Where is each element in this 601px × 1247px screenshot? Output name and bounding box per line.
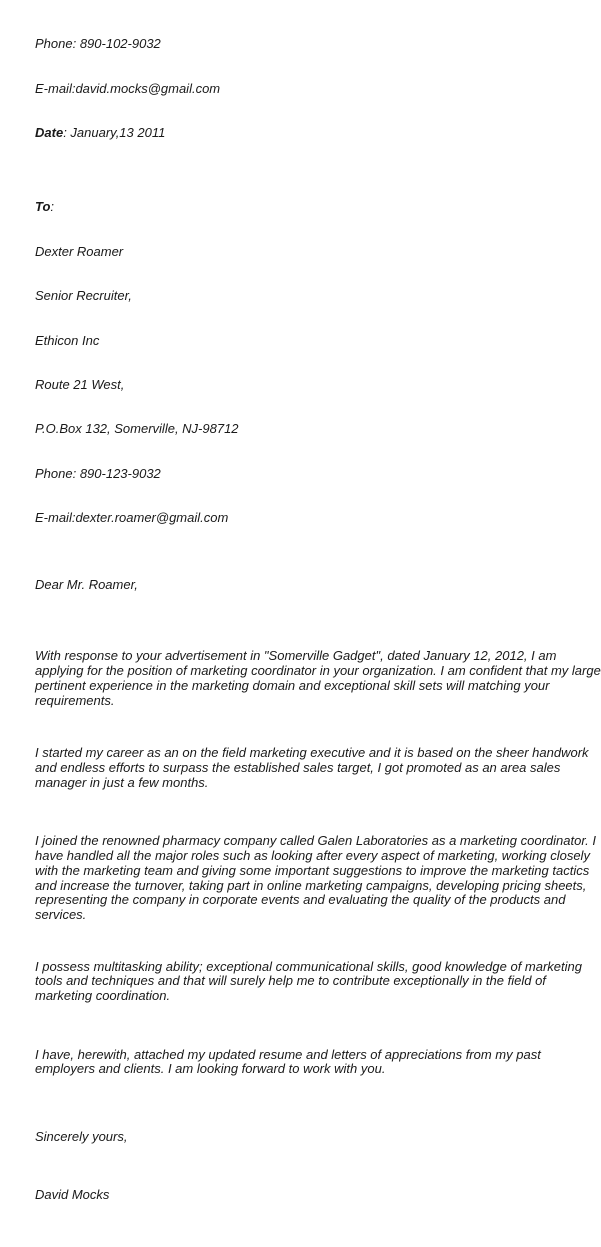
paragraph-attachments: I have, herewith, attached my updated resume and letters of appreciations from my past employers and clients. I am looking forward to work with you. <box>35 1046 541 1077</box>
sender-phone: Phone: 890-102-9032 <box>35 36 161 52</box>
to-colon: : <box>50 199 55 215</box>
recipient-phone: Phone: 890-123-9032 <box>35 465 161 481</box>
date-value: : January,13 2011 <box>63 125 166 141</box>
sender-date <box>35 126 595 141</box>
paragraph-career-start: I started my career as an on the field marketing executive and it is based on the sheer handwork and endless efforts to surpass the established sales target, I got promoted as an area sales manager in just a few months. <box>35 745 589 790</box>
signature: David Mocks <box>35 1186 110 1202</box>
date-label: Date <box>35 125 64 141</box>
recipient-street: Route 21 West, <box>35 376 125 392</box>
paragraph-intro: With response to your advertisement in "Somerville Gadget", dated January 12, 2012, I am applying for the position of marketing coordinator in your organization. I am confident that my large pertinent experience in the marketing domain and exceptional skill sets will matching your requirements. <box>35 648 601 708</box>
recipient-company: Ethicon Inc <box>35 332 100 348</box>
closing: Sincerely yours, <box>35 1128 128 1144</box>
sender-email: E-mail:david.mocks@gmail.com <box>35 80 221 96</box>
recipient-email: E-mail:dexter.roamer@gmail.com <box>35 510 229 526</box>
recipient-title: Senior Recruiter, <box>35 288 132 304</box>
paragraph-experience: I joined the renowned pharmacy company called Galen Laboratories as a marketing coordinator. I have handled all the major roles such as looking after every aspect of marketing, working closely with the marketing team and giving some important suggestions to improve the marketing tactics and increase the turnover, taking part in online marketing campaigns, developing pricing sheets, representing the company in corporate events and evaluating the quality of the products and services. <box>35 833 596 923</box>
recipient-name: Dexter Roamer <box>35 243 124 259</box>
to-label: To <box>35 199 51 215</box>
salutation: Dear Mr. Roamer, <box>35 577 138 593</box>
recipient-city: P.O.Box 132, Somerville, NJ-98712 <box>35 421 239 437</box>
letter-content <box>35 0 601 1247</box>
recipient-heading <box>35 200 595 215</box>
paragraph-skills: I possess multitasking ability; exceptional communicational skills, good knowledge of marketing tools and techniques and that will surely help me to contribute exceptionally in the field of marketing coordination. <box>35 958 582 1004</box>
